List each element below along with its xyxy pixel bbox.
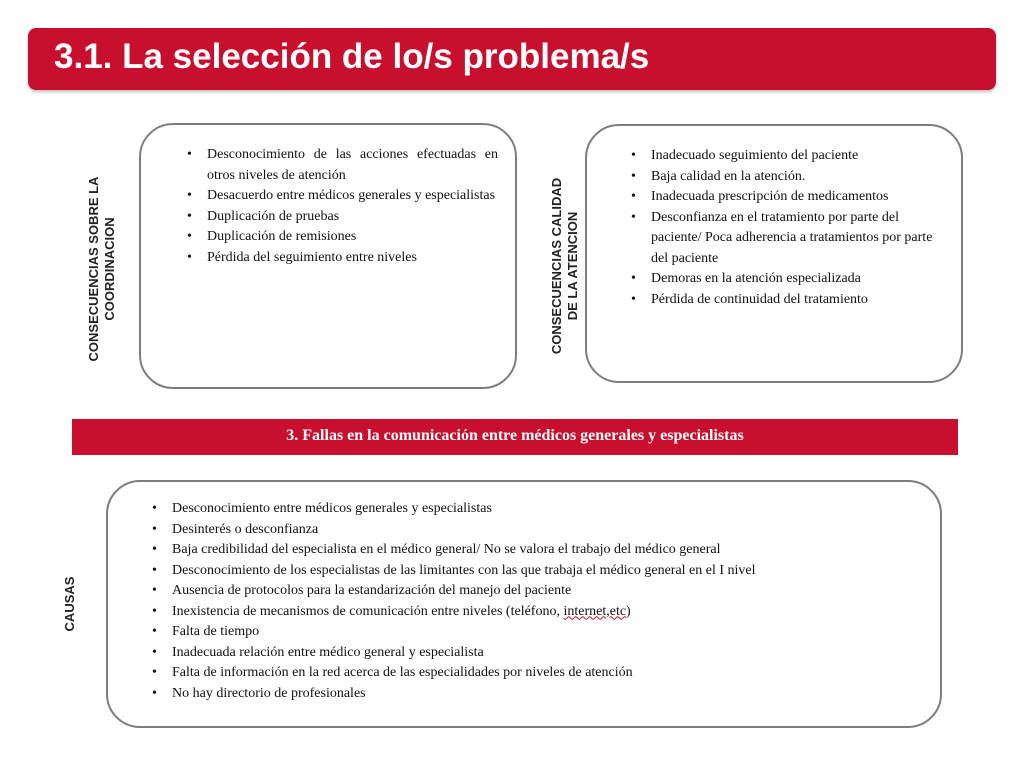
list-item: • Duplicación de pruebas <box>185 207 498 228</box>
list-item: • Baja credibilidad del especialista en el médico general/ No se valora el trabajo del médico general <box>150 540 930 561</box>
item-internet-prefix: Inexistencia de mecanismos de comunicación entre niveles (teléfono, <box>172 603 564 619</box>
problem-statement: 3. Fallas en la comunicación entre médicos generales y especialistas <box>286 427 744 444</box>
list-item: • Pérdida de continuidad del tratamiento <box>629 290 949 311</box>
coordination-box <box>139 123 517 389</box>
item-internet-word: internet,etc <box>563 603 627 619</box>
coordination-label-line2: COORDINACION <box>102 217 117 321</box>
coordination-label <box>86 119 118 419</box>
causes-list <box>150 499 930 704</box>
list-item: • Desconocimiento entre médicos generales y especialistas <box>150 499 930 520</box>
list-item: • Desconocimiento de los especialistas de las limitantes con las que trabaja el médico general en el I nivel <box>150 561 930 582</box>
title-bar <box>28 28 996 90</box>
list-item: • Desconocimiento de las acciones efectuadas en otros niveles de atención <box>185 145 498 186</box>
list-item: • Ausencia de protocolos para la estandarización del manejo del paciente <box>150 581 930 602</box>
quality-label-line1: CONSECUENCIAS CALIDAD <box>549 177 564 355</box>
list-item: • Baja calidad en la atención. <box>629 167 949 188</box>
list-item: • Inadecuado seguimiento del paciente <box>629 146 949 167</box>
list-item: • Inadecuada prescripción de medicamentos <box>629 187 949 208</box>
list-item: • Pérdida del seguimiento entre niveles <box>185 248 498 269</box>
list-item: • Desconfianza en el tratamiento por parte del paciente/ Poca adherencia a tratamientos por parte del paciente <box>629 208 949 270</box>
list-item-internet <box>150 602 930 623</box>
list-item: • Duplicación de remisiones <box>185 227 498 248</box>
list-item: • Inadecuada relación entre médico general y especialista <box>150 643 930 664</box>
coordination-list <box>185 145 498 268</box>
list-item: • Desacuerdo entre médicos generales y especialistas <box>185 186 498 207</box>
causes-label <box>62 554 80 654</box>
quality-list <box>629 146 949 310</box>
list-item: • No hay directorio de profesionales <box>150 684 930 705</box>
problem-band <box>72 419 958 455</box>
quality-label <box>549 116 581 416</box>
page-title: 3.1. La selección de lo/s problema/s <box>54 37 650 76</box>
quality-box <box>585 124 963 383</box>
causes-label-text: CAUSAS <box>62 576 77 632</box>
quality-label-line2: DE LA ATENCION <box>565 211 580 321</box>
coordination-label-line1: CONSECUENCIAS SOBRE LA <box>86 176 101 362</box>
item-internet-suffix: ) <box>626 603 631 619</box>
list-item: • Desinterés o desconfianza <box>150 520 930 541</box>
list-item: • Falta de información en la red acerca de las especialidades por niveles de atención <box>150 663 930 684</box>
list-item: • Demoras en la atención especializada <box>629 269 949 290</box>
causes-box <box>106 480 942 728</box>
list-item: • Falta de tiempo <box>150 622 930 643</box>
